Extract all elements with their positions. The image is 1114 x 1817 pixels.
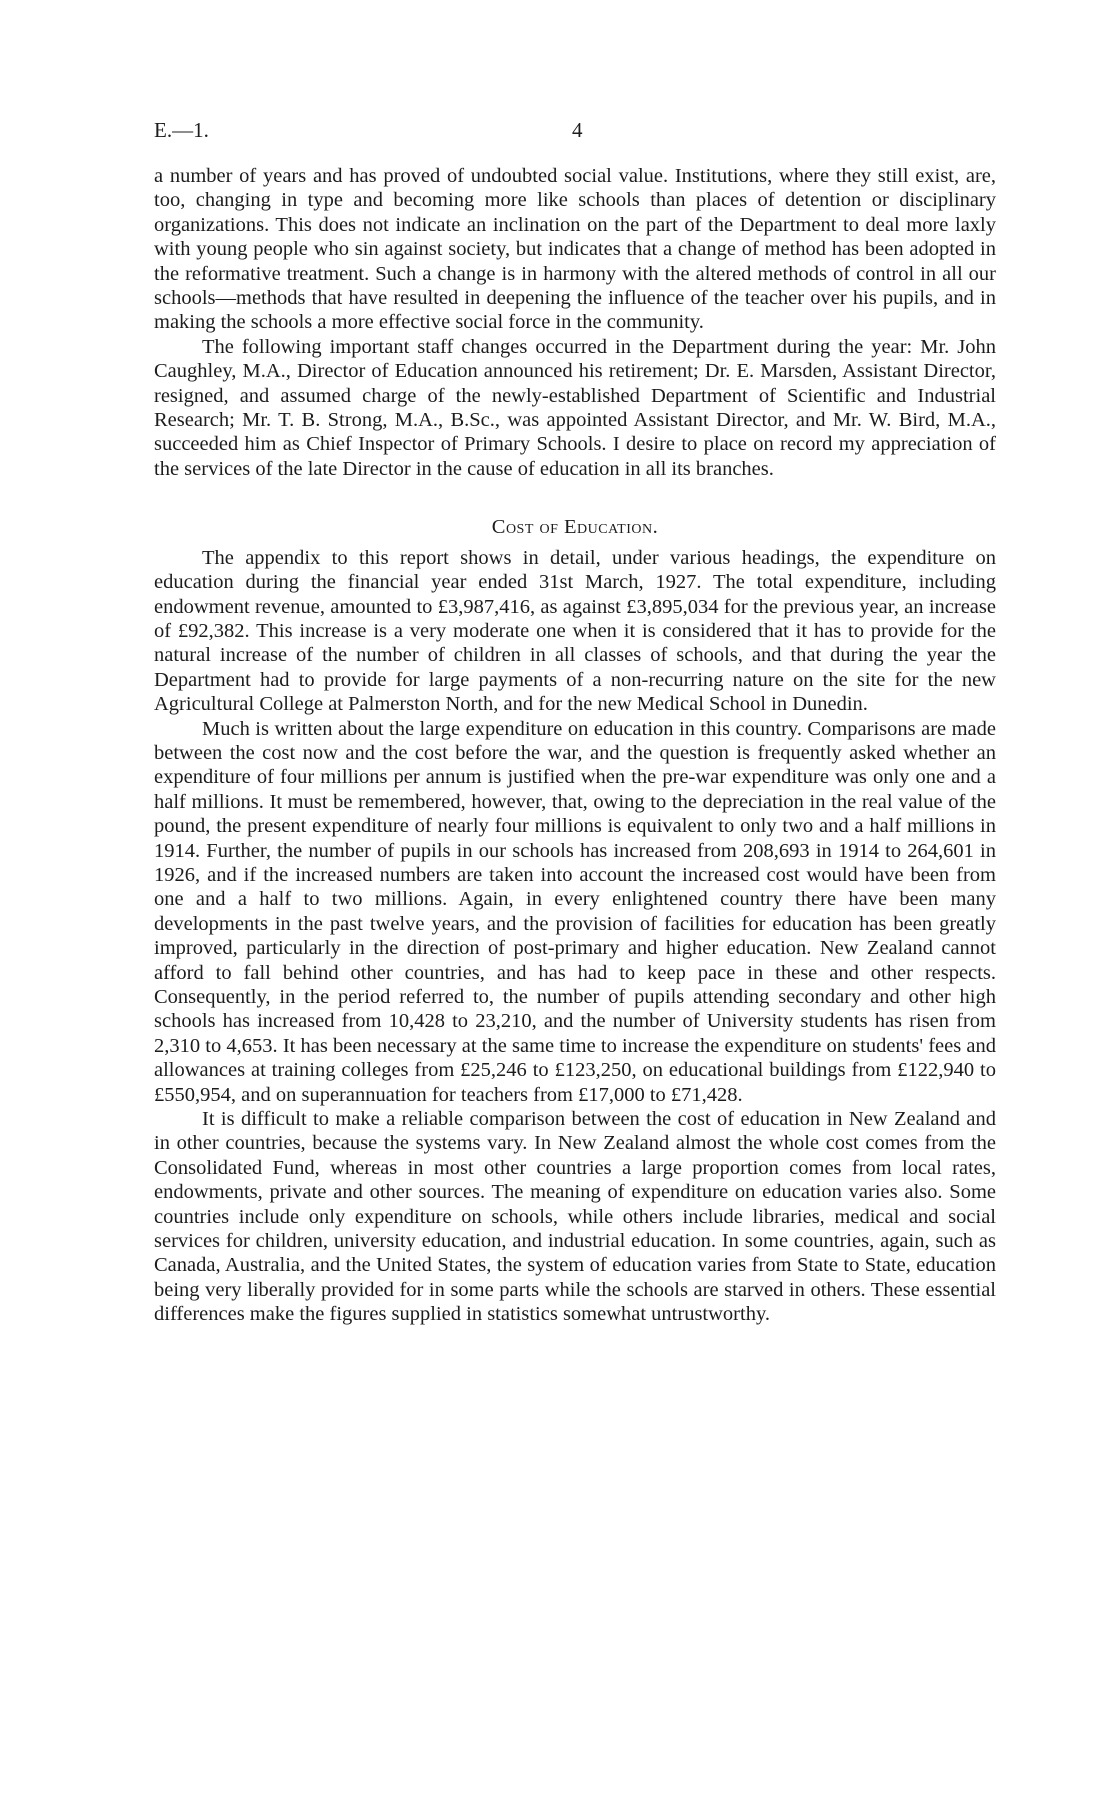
document-reference: E.—1. bbox=[154, 118, 209, 142]
page-number: 4 bbox=[572, 118, 583, 142]
paragraph-international-comparison: It is difficult to make a reliable comparison between the cost of education in New Zealand and in other countries, because the systems vary. In New Zealand almost the whole cost comes from the Consolidated Fund, whereas in most other countries a large proportion comes from local rates, endowments, private and other sources. The meaning of expenditure on education varies also. Some countries include only expenditure on schools, while others include libraries, medical and social services for children, university education, and industrial education. In some countries, again, such as Canada, Australia, and the United States, the system of education varies from State to State, education being very liberally provided for in some parts while the schools are starved in others. These essential differences make the figures supplied in statistics somewhat untrustworthy. bbox=[154, 1108, 996, 1326]
section-heading-cost-of-education: Cost of Education. bbox=[491, 516, 659, 539]
document-body bbox=[154, 164, 996, 1327]
paragraph-appendix-expenditure: The appendix to this report shows in detail, under various headings, the expenditure on education during the financial year ended 31st March, 1927. The total expenditure, including endowment revenue, amounted to £3,987,416, as against £3,895,034 for the previous year, an increase of £92,382. This increase is a very moderate one when it is considered that it has to provide for the natural increase of the number of children in all classes of schools, and that during the year the Department had to provide for large payments of a non-recurring nature on the site for the new Agricultural College at Palmerston North, and for the new Medical School in Dunedin. bbox=[154, 546, 996, 716]
paragraph-staff-changes: The following important staff changes occurred in the Department during the year: Mr. John Caughley, M.A., Director of Education announced his retirement; Dr. E. Marsden, Assistant Director, resigned, and assumed charge of the newly-established Department of Scientific and Industrial Research; Mr. T. B. Strong, M.A., B.Sc., was appointed Assistant Director, and Mr. W. Bird, M.A., succeeded him as Chief Inspector of Primary Schools. I desire to place on record my appreciation of the services of the late Director in the cause of education in all its branches. bbox=[154, 335, 996, 480]
paragraph-expenditure-comparison: Much is written about the large expenditure on education in this country. Comparisons are made between the cost now and the cost before the war, and the question is frequently asked whether an expenditure of four millions per annum is justified when the pre-war expenditure was only one and a half millions. It must be remembered, however, that, owing to the depreciation in the real value of the pound, the present expenditure of nearly four millions is equivalent to only two and a half millions in 1914. Further, the number of pupils in our schools has increased from 208,693 in 1914 to 264,601 in 1926, and if the increased numbers are taken into account the increased cost would have been from one and a half to two millions. Again, in every enlightened country there have been many developments in the past twelve years, and the provision of facilities for education has been greatly improved, particularly in the direction of post-primary and higher education. New Zealand cannot afford to fall behind other countries, and has had to keep pace in these and other respects. Consequently, in the period referred to, the number of pupils attending secondary and other high schools has increased from 10,428 to 23,210, and the number of University students has risen from 2,310 to 4,653. It has been necessary at the same time to increase the expenditure on students' fees and allowances at training colleges from £25,246 to £123,250, on educational buildings from £122,940 to £550,954, and on superannuation for teachers from £17,000 to £71,428. bbox=[154, 717, 996, 1106]
page-header bbox=[154, 118, 996, 148]
paragraph-institutions: a number of years and has proved of undoubted social value. Institutions, where they still exist, are, too, changing in type and becoming more like schools than places of detention or disciplinary organizations. This does not indicate an inclination on the part of the Department to deal more laxly with young people who sin against society, but indicates that a change of method has been adopted in the reformative treatment. Such a change is in harmony with the altered methods of control in all our schools—methods that have resulted in deepening the influence of the teacher over his pupils, and in making the schools a more effective social force in the community. bbox=[154, 165, 996, 334]
